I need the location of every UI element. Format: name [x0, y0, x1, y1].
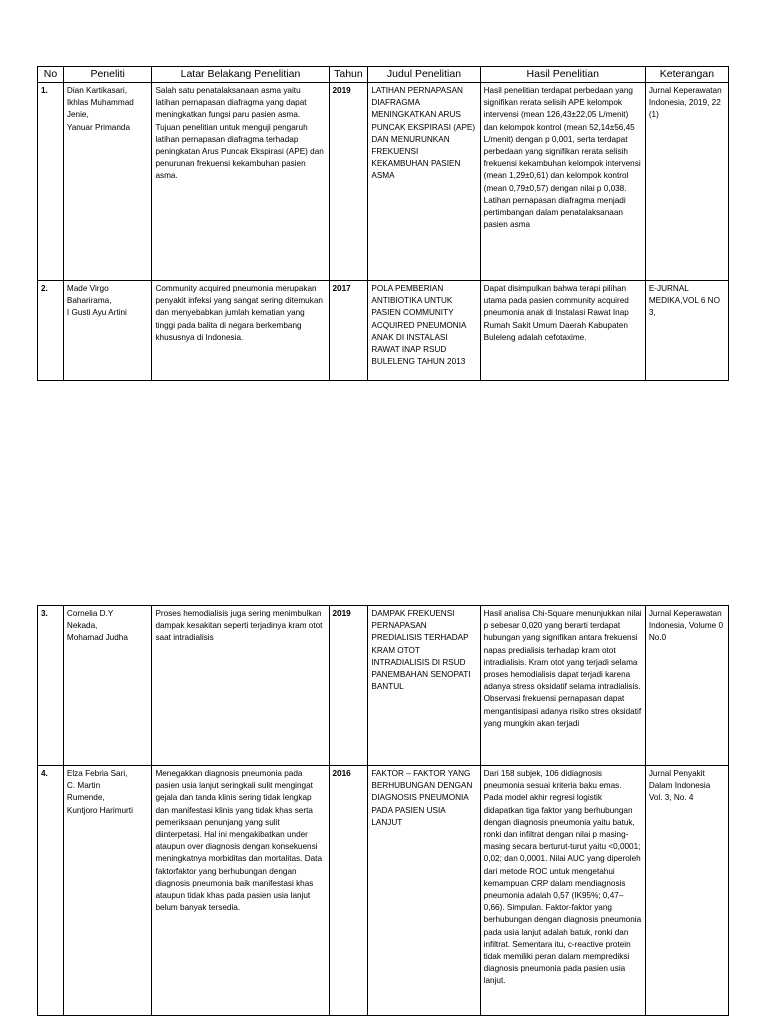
cell-latar-belakang: Proses hemodialisis juga sering menimbulkan dampak kesakitan seperti terjadinya kram otot saat intradialisis — [152, 606, 329, 766]
cell-keterangan: E-JURNAL MEDIKA,VOL 6 NO 3, — [645, 281, 728, 381]
header-tahun: Tahun — [329, 67, 368, 83]
table-header-row — [38, 67, 729, 83]
cell-peneliti: Cornelia D.Y Nekada, Mohamad Judha — [63, 606, 152, 766]
table-row — [38, 281, 729, 381]
header-judul: Judul Penelitian — [368, 67, 480, 83]
table-row — [38, 606, 729, 766]
literature-table-bottom — [37, 605, 729, 1016]
table-row — [38, 83, 729, 281]
cell-latar-belakang: Salah satu penatalaksanaan asma yaitu latihan pernapasan diafragma yang dapat meningkatkan fungsi paru pasien asma. Tujuan penelitian untuk menguji pengaruh latihan pernapasan diafragma terhadap peningkatan Arus Puncak Ekspirasi (APE) dan penurunan frekuensi kekambuhan pasien asma. — [152, 83, 329, 281]
cell-hasil: Dapat disimpulkan bahwa terapi pilihan utama pada pasien community acquired pneumonia anak di Instalasi Rawat Inap Rumah Sakit Umum Daerah Kabupaten Buleleng adalah cefotaxime. — [480, 281, 645, 381]
cell-judul: LATIHAN PERNAPASAN DIAFRAGMA MENINGKATKAN ARUS PUNCAK EKSPIRASI (APE) DAN MENURUNKAN FREKUENSI KEKAMBUHAN PASIEN ASMA — [368, 83, 480, 281]
cell-latar-belakang: Menegakkan diagnosis pneumonia pada pasien usia lanjut seringkali sulit mengingat gejala dan tanda klinis sering tidak lengkap dan manifestasi klinis yang tidak khas serta pemeriksaan penunjang yang sulit diinterpetasi. Hal ini mengakibatkan under ataupun over diagnosis dengan konsekuensi meningkatnya morbiditas dan mortalitas. Data faktorfaktor yang berhubungan dengan diagnosis pneumonia baik manifestasi khas ataupun tidak khas pada pasien usia lanjut belum banyak tersedia. — [152, 766, 329, 1016]
cell-keterangan: Jurnal Keperawatan Indonesia, Volume 0 No.0 — [645, 606, 728, 766]
literature-table-top — [37, 66, 729, 381]
cell-no: 2. — [38, 281, 64, 381]
cell-hasil: Hasil penelitian terdapat perbedaan yang signifikan rerata selisih APE kelompok intervensi (mean 126,43±22,05 L/menit) dan kelompok kontrol (mean 52,14±56,45 L/menit) dengan p 0,001, serta terdapat perbedaan yang signifikan rerata selisih frekuensi kekambuhan kelompok intervensi (mean 1,29±0,61) dan kelompok kontrol (mean 0,79±0,57) dengan nilai p 0,038. Latihan pernapasan diafragma menjadi pertimbangan dalam penatalaksanaan pasien asma — [480, 83, 645, 281]
cell-tahun: 2019 — [329, 83, 368, 281]
cell-peneliti: Elza Febria Sari, C. Martin Rumende, Kuntjoro Harimurti — [63, 766, 152, 1016]
cell-peneliti: Made Virgo Baharirama, I Gusti Ayu Artini — [63, 281, 152, 381]
cell-peneliti: Dian Kartikasari, Ikhlas Muhammad Jenie, Yanuar Primanda — [63, 83, 152, 281]
cell-no: 4. — [38, 766, 64, 1016]
cell-no: 1. — [38, 83, 64, 281]
header-no: No — [38, 67, 64, 83]
cell-tahun: 2016 — [329, 766, 368, 1016]
table-row — [38, 766, 729, 1016]
cell-keterangan: Jurnal Penyakit Dalam Indonesia Vol. 3, No. 4 — [645, 766, 728, 1016]
header-keterangan: Keterangan — [645, 67, 728, 83]
cell-judul: DAMPAK FREKUENSI PERNAPASAN PREDIALISIS TERHADAP KRAM OTOT INTRADIALISIS DI RSUD PANEMBAHAN SENOPATI BANTUL — [368, 606, 480, 766]
cell-judul: FAKTOR – FAKTOR YANG BERHUBUNGAN DENGAN DIAGNOSIS PNEUMONIA PADA PASIEN USIA LANJUT — [368, 766, 480, 1016]
cell-hasil: Hasil analisa Chi-Square menunjukkan nilai p sebesar 0,020 yang berarti terdapat hubungan yang signifikan antara frekuensi napas predialisis terhadap kram otot intradialisis. Kram otot yang terjadi selama proses hemodialisis dapat terjadi karena adanya stress oksidatif selama intradialisis. Observasi frekuensi pernapasan dapat mengantisipasi adanya risiko stres oksidatif yang mungkin akan terjadi — [480, 606, 645, 766]
cell-judul: POLA PEMBERIAN ANTIBIOTIKA UNTUK PASIEN COMMUNITY ACQUIRED PNEUMONIA ANAK DI INSTALASI RAWAT INAP RSUD BULELENG TAHUN 2013 — [368, 281, 480, 381]
header-peneliti: Peneliti — [63, 67, 152, 83]
cell-keterangan: Jurnal Keperawatan Indonesia, 2019, 22 (1) — [645, 83, 728, 281]
header-latar-belakang: Latar Belakang Penelitian — [152, 67, 329, 83]
cell-tahun: 2017 — [329, 281, 368, 381]
cell-hasil: Dari 158 subjek, 106 didiagnosis pneumonia sesuai kriteria baku emas. Pada model akhir regresi logistik didapatkan tiga faktor yang berhubungan dengan diagnosis pneumonia yaitu batuk, ronki dan infiltrat dengan nilai p masing-masing secara berturut-turut yaitu <0,0001; 0,02; dan 0,0001. Nilai AUC yang diperoleh dari metode ROC untuk mengetahui kemampuan CRP dalam mendiagnosis pneumonia adalah 0,57 (IK95%; 0,47–0,66). Simpulan. Faktor-faktor yang berhubungan dengan diagnosis pneumonia pada usia lanjut adalah batuk, ronki dan infiltrat. Sementara itu, c-reactive protein tidak memiliki peran dalam memprediksi diagnosis pneumonia pada pasien usia lanjut. — [480, 766, 645, 1016]
cell-latar-belakang: Community acquired pneumonia merupakan penyakit infeksi yang sangat sering ditemukan dan menyebabkan jumlah kematian yang tinggi pada balita di negara berkembang khususnya di Indonesia. — [152, 281, 329, 381]
cell-no: 3. — [38, 606, 64, 766]
header-hasil: Hasil Penelitian — [480, 67, 645, 83]
cell-tahun: 2019 — [329, 606, 368, 766]
